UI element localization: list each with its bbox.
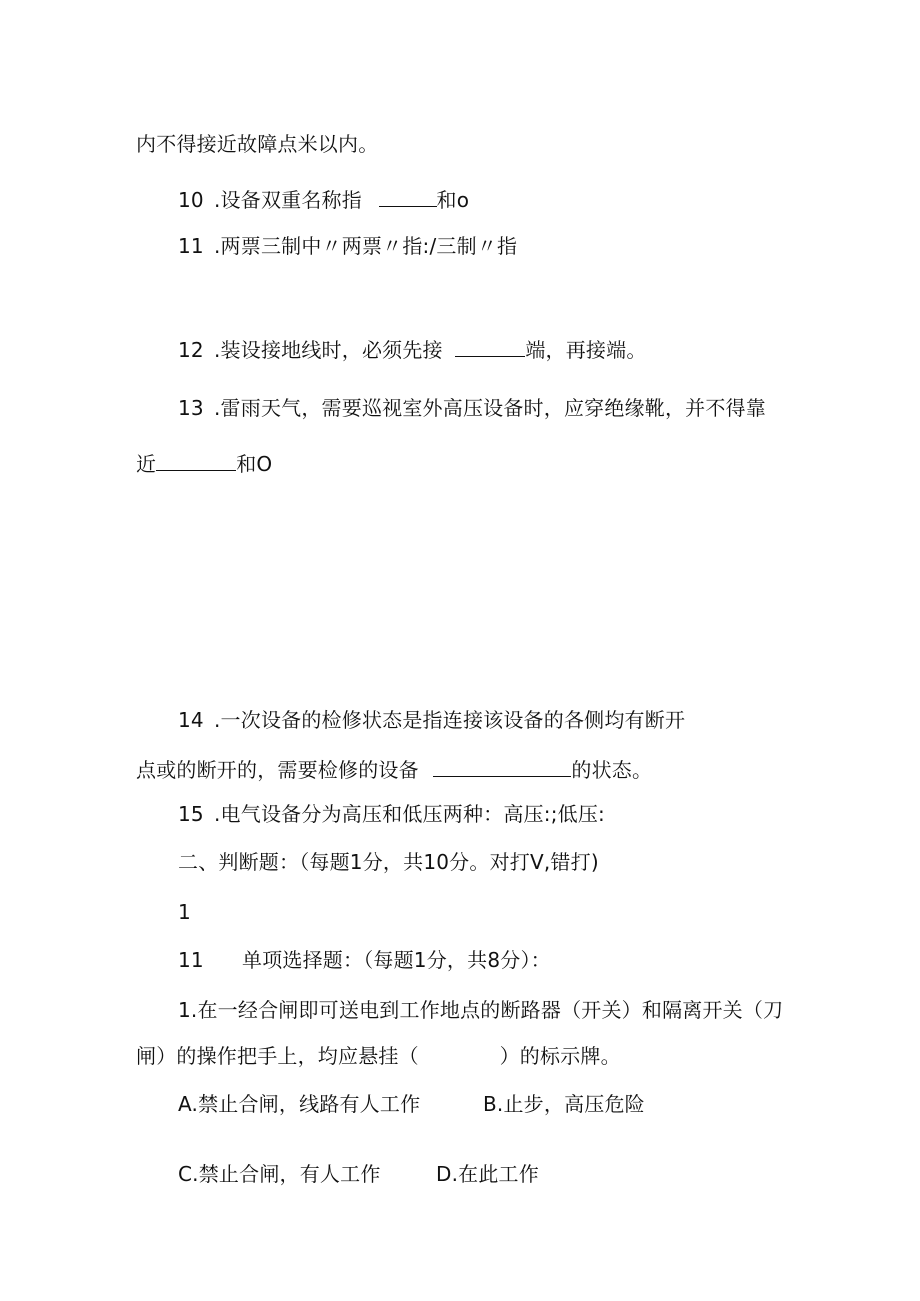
option-a: A.禁止合闸，线路有人工作 — [178, 1092, 421, 1116]
section-heading-single-choice: 11 单项选择题：（每题1分，共8分）： — [178, 948, 551, 972]
question-number: 10 — [178, 188, 204, 212]
question-number: 11 — [178, 234, 204, 258]
question-number: 13 — [178, 396, 204, 420]
option-c: C.禁止合闸，有人工作 — [178, 1162, 381, 1186]
text-line-fault-distance: 内不得接近故障点米以内。 — [136, 132, 379, 156]
section-number: 11 — [178, 948, 204, 972]
question-number: 15 — [178, 802, 204, 826]
question-12: 12 .装设接地线时，必须先接 端，再接端。 — [178, 338, 647, 362]
question-number: 12 — [178, 338, 204, 362]
question-14-continued: 点或的断开的，需要检修的设备 的状态。 — [136, 758, 653, 782]
option-b: B.止步，高压危险 — [483, 1092, 645, 1116]
question-15: 15 .电气设备分为高压和低压两种：高压:;低压: — [178, 802, 605, 826]
question-13-continued: 近 和O — [136, 452, 273, 476]
question-10: 10 .设备双重名称指 和o — [178, 188, 470, 212]
answer-blank — [455, 336, 525, 357]
question-number: 14 — [178, 708, 204, 732]
question-13: 13 .雷雨天气，需要巡视室外高压设备时，应穿绝缘靴，并不得靠 — [178, 396, 766, 420]
option-d: D.在此工作 — [436, 1162, 539, 1186]
question-11: 11 .两票三制中〃两票〃指:/三制〃指 — [178, 234, 518, 258]
answer-blank — [433, 756, 571, 777]
choice-question-1-continued: 闸）的操作把手上，均应悬挂（ ）的标示牌。 — [136, 1044, 621, 1068]
answer-blank — [156, 450, 236, 471]
question-14: 14 .一次设备的检修状态是指连接该设备的各侧均有断开 — [178, 708, 686, 732]
true-false-item: 1 — [178, 900, 191, 924]
section-heading-true-false: 二、判断题：（每题1分，共10分。对打V,错打) — [178, 850, 599, 874]
answer-blank — [379, 186, 437, 207]
choice-question-1: 1.在一经合闸即可送电到工作地点的断路器（开关）和隔离开关（刀 — [178, 998, 784, 1022]
